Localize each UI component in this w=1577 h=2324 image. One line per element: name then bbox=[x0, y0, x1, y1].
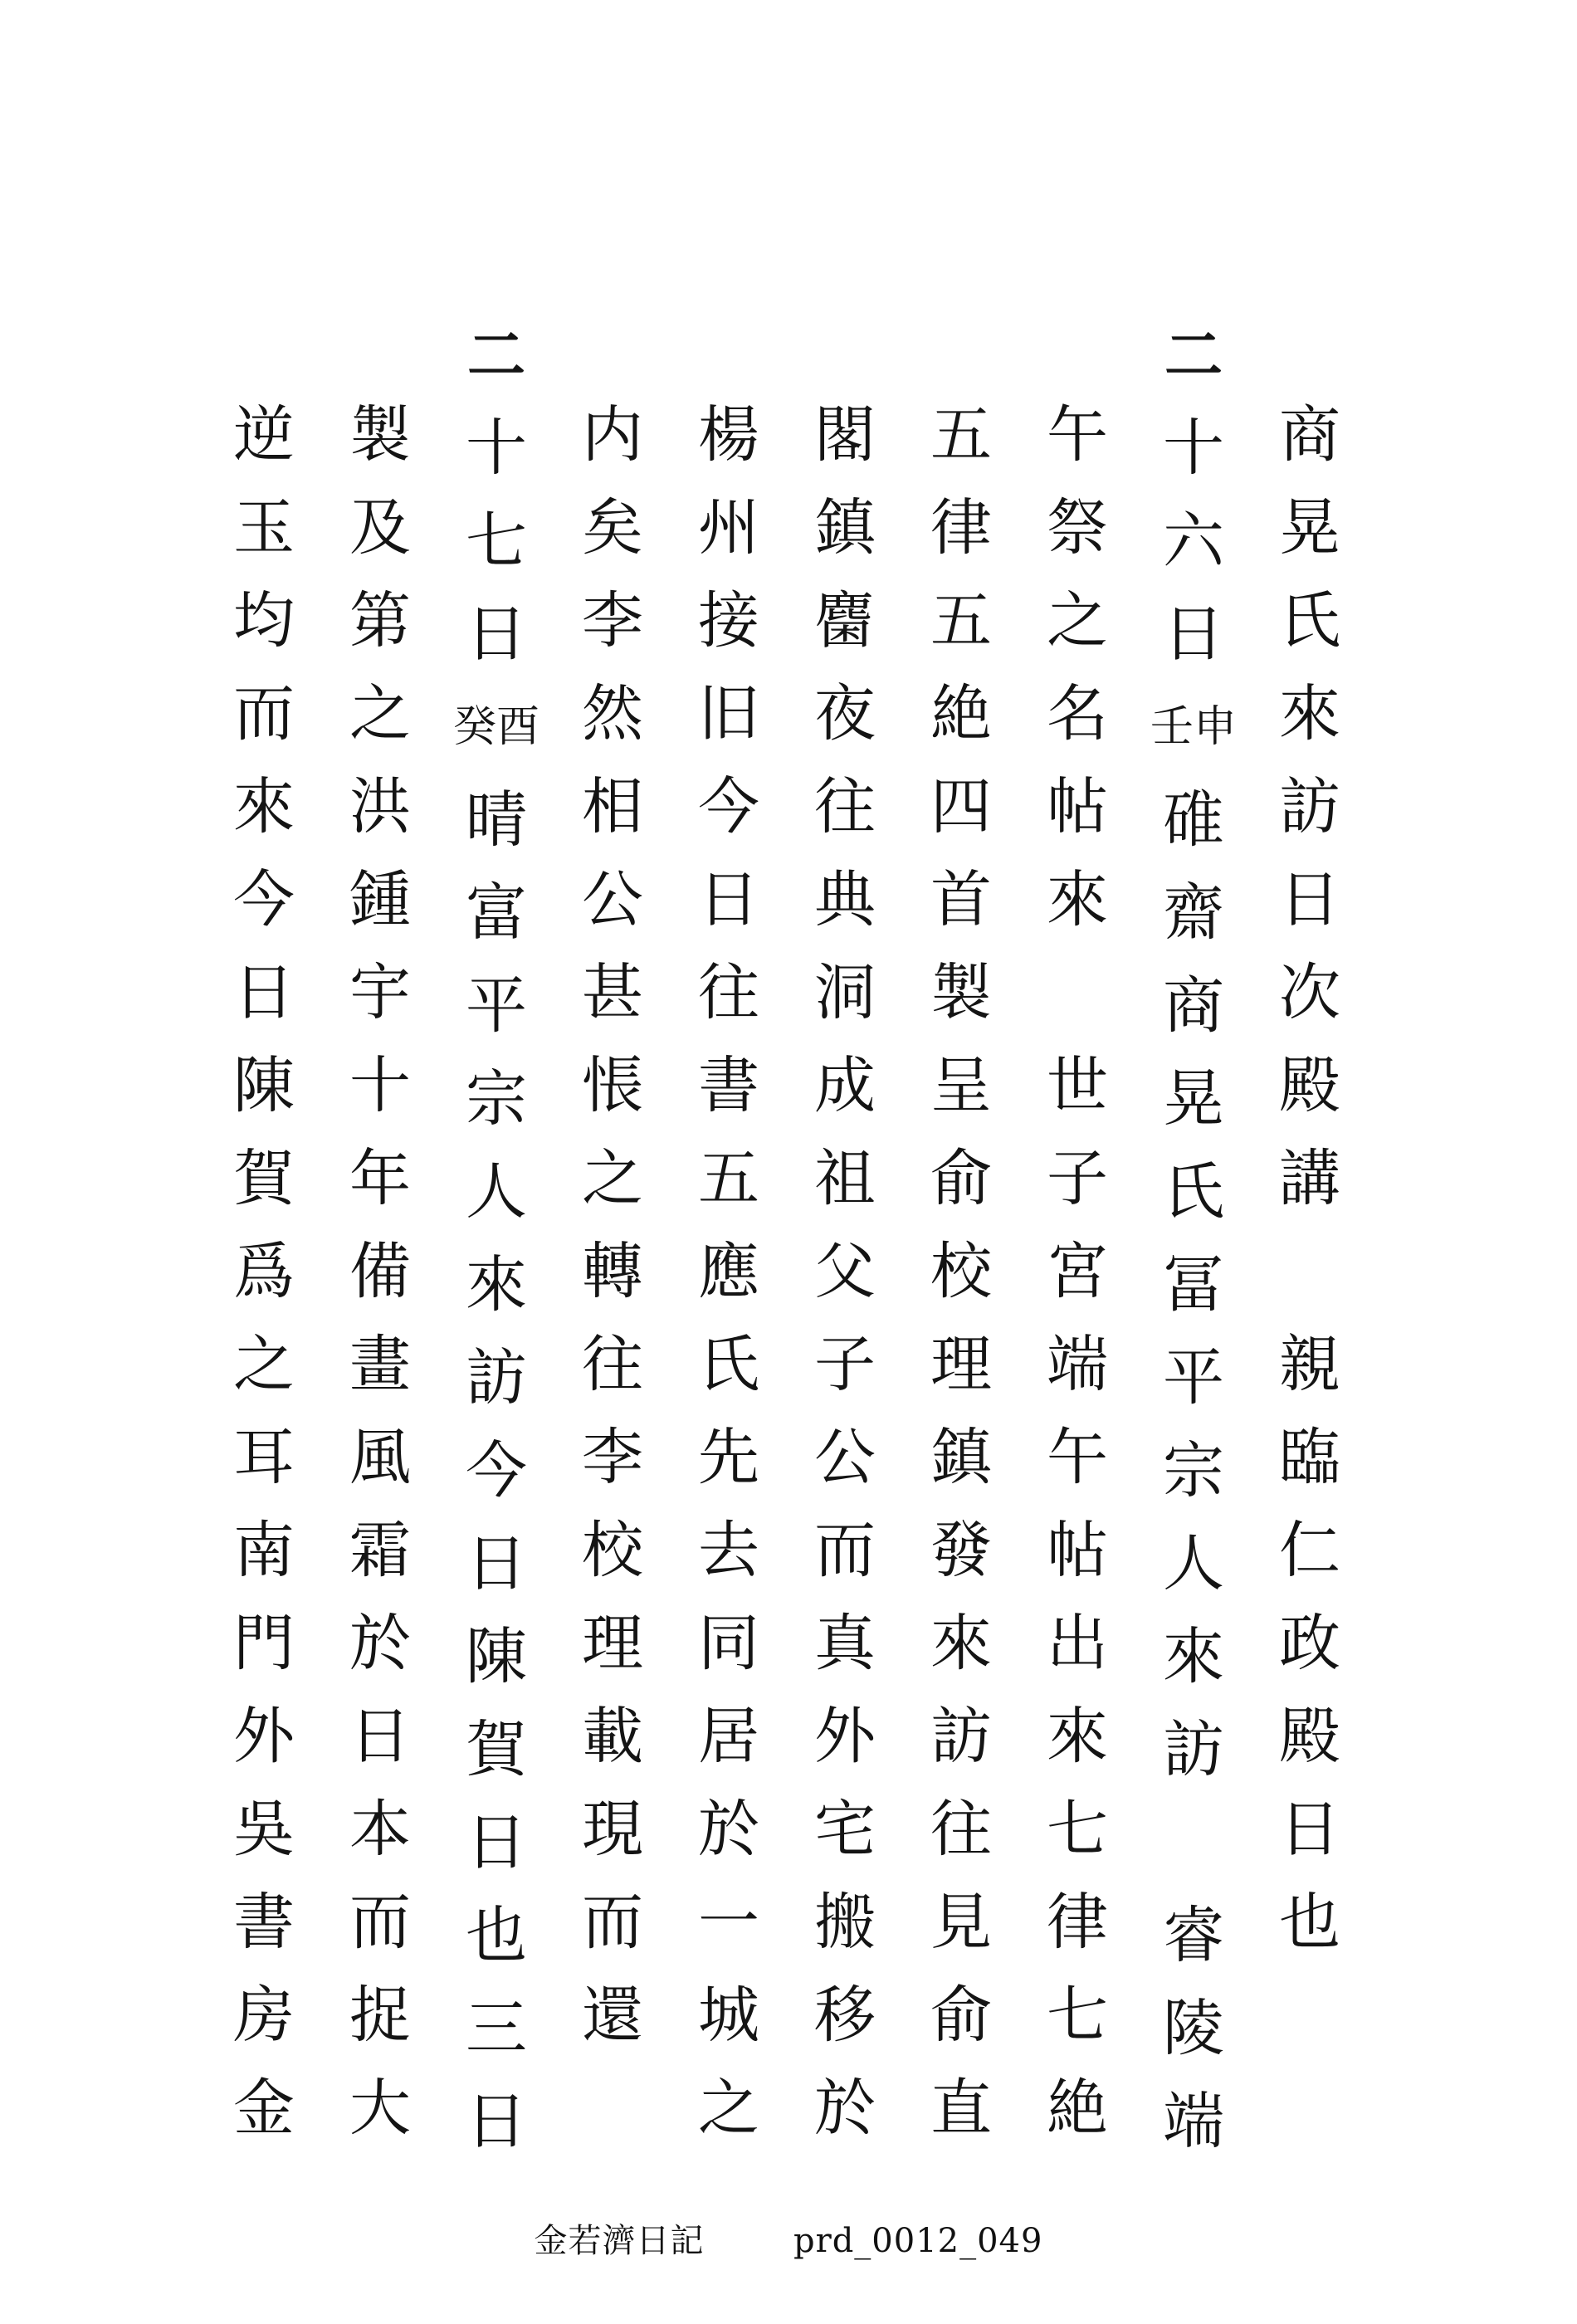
char: 備 bbox=[349, 1236, 411, 1307]
char: 日 bbox=[466, 1528, 527, 1599]
char: 公 bbox=[814, 1422, 876, 1493]
char: 陳 bbox=[233, 1050, 295, 1121]
char: 製 bbox=[930, 957, 992, 1028]
char: 之 bbox=[582, 1143, 643, 1214]
char: 往 bbox=[698, 957, 759, 1028]
char: 門 bbox=[233, 1608, 295, 1679]
char: 名 bbox=[1047, 678, 1108, 749]
char: 同 bbox=[698, 1608, 759, 1679]
char: 逆 bbox=[233, 399, 295, 471]
char: 房 bbox=[233, 1980, 295, 2051]
char: 李 bbox=[582, 585, 643, 657]
char: 矣 bbox=[582, 492, 643, 564]
char: 碓 bbox=[1163, 784, 1224, 856]
char: 均 bbox=[233, 585, 295, 657]
char: 風 bbox=[349, 1422, 411, 1493]
char: 賀 bbox=[233, 1143, 295, 1214]
char: 往 bbox=[582, 1329, 643, 1400]
char: 於 bbox=[698, 1794, 759, 1865]
char: 爲 bbox=[233, 1236, 295, 1307]
char: 富 bbox=[466, 877, 527, 949]
char: 日 bbox=[349, 1701, 411, 1772]
char: 然 bbox=[582, 678, 643, 749]
char: 年 bbox=[349, 1143, 411, 1214]
char: 出 bbox=[1047, 1608, 1108, 1679]
char: 宗 bbox=[466, 1063, 527, 1135]
char: 人 bbox=[1163, 1528, 1224, 1599]
char: 訪 bbox=[1163, 1714, 1224, 1785]
char: 十 bbox=[466, 413, 527, 484]
char: 之 bbox=[349, 678, 411, 749]
char: 臨 bbox=[1279, 1422, 1340, 1493]
char: 日 bbox=[698, 864, 759, 935]
char: 陳 bbox=[466, 1621, 527, 1692]
char: 日 bbox=[1279, 864, 1340, 935]
char: 閣 bbox=[814, 399, 876, 471]
page-code: prd_0012_049 bbox=[793, 2222, 1043, 2260]
char: 七 bbox=[1047, 1980, 1108, 2051]
char: 現 bbox=[582, 1794, 643, 1865]
char: 而 bbox=[349, 1887, 411, 1958]
char: 還 bbox=[582, 1980, 643, 2051]
char: 絶 bbox=[930, 678, 992, 749]
page-footer bbox=[0, 2214, 1577, 2262]
char: 祭 bbox=[1047, 492, 1108, 564]
text-column-2 bbox=[1144, 309, 1243, 2168]
char: 日 bbox=[466, 598, 527, 670]
char: 成 bbox=[814, 1050, 876, 1121]
text-column-3 bbox=[1028, 388, 1127, 2155]
char: 壬申 bbox=[1150, 702, 1237, 752]
text-column-4 bbox=[911, 388, 1011, 2155]
char: 霜 bbox=[349, 1515, 411, 1586]
char: 而 bbox=[814, 1515, 876, 1586]
char: 捉 bbox=[349, 1980, 411, 2051]
char: 五 bbox=[930, 585, 992, 657]
char: 父 bbox=[814, 1236, 876, 1307]
char: 氏 bbox=[1163, 1156, 1224, 1228]
char: 悵 bbox=[582, 1050, 643, 1121]
text-column-5 bbox=[795, 388, 895, 2155]
char: 宇 bbox=[349, 957, 411, 1028]
char: 三 bbox=[466, 1993, 527, 2064]
char: 於 bbox=[814, 2073, 876, 2144]
char: 祖 bbox=[814, 1143, 876, 1214]
char: 七 bbox=[1047, 1794, 1108, 1865]
char: 往 bbox=[814, 771, 876, 842]
char: 城 bbox=[698, 1980, 759, 2051]
char: 五 bbox=[698, 1143, 759, 1214]
char: 來 bbox=[1163, 1621, 1224, 1692]
char: 日 bbox=[466, 2086, 527, 2157]
char: 公 bbox=[582, 864, 643, 935]
char: 午 bbox=[1047, 399, 1108, 471]
char: 十 bbox=[1163, 413, 1224, 484]
char: 晃 bbox=[1279, 492, 1340, 564]
char: 來 bbox=[1047, 1701, 1108, 1772]
char: 書 bbox=[698, 1050, 759, 1121]
char: 也 bbox=[1279, 1887, 1340, 1958]
char: 冨 bbox=[1163, 1249, 1224, 1321]
char: 鍾 bbox=[349, 864, 411, 935]
char: 平 bbox=[1163, 1342, 1224, 1413]
char: 首 bbox=[930, 864, 992, 935]
char: 日 bbox=[1279, 1794, 1340, 1865]
char: 畫 bbox=[349, 1329, 411, 1400]
char: 楊 bbox=[698, 399, 759, 471]
char: 來 bbox=[1279, 678, 1340, 749]
char: 律 bbox=[930, 492, 992, 564]
char: 州 bbox=[698, 492, 759, 564]
char: 宅 bbox=[814, 1794, 876, 1865]
char: 講 bbox=[1279, 1143, 1340, 1214]
char: 理 bbox=[930, 1329, 992, 1400]
char: 晴 bbox=[466, 784, 527, 856]
text-column-10 bbox=[214, 388, 314, 2155]
char: 接 bbox=[698, 585, 759, 657]
char: 政 bbox=[1279, 1608, 1340, 1679]
text-column-7 bbox=[563, 388, 662, 2062]
char: 今 bbox=[466, 1435, 527, 1506]
char: 先 bbox=[698, 1422, 759, 1493]
char: 校 bbox=[582, 1515, 643, 1586]
char: 六 bbox=[1163, 505, 1224, 577]
document-title: 金若濟日記 bbox=[534, 2222, 705, 2260]
char: 五 bbox=[930, 399, 992, 471]
char: 子 bbox=[1047, 1143, 1108, 1214]
char: 直 bbox=[930, 2073, 992, 2144]
char: 吳 bbox=[233, 1794, 295, 1865]
text-column-8 bbox=[447, 309, 546, 2168]
char: 之 bbox=[698, 2073, 759, 2144]
char: 鎮 bbox=[814, 492, 876, 564]
char: 氏 bbox=[1279, 585, 1340, 657]
char: 而 bbox=[233, 678, 295, 749]
char: 及 bbox=[349, 492, 411, 564]
char: 午 bbox=[1047, 1422, 1108, 1493]
text-column-1 bbox=[1260, 388, 1360, 1969]
char: 南 bbox=[233, 1515, 295, 1586]
char: 見 bbox=[930, 1887, 992, 1958]
char: 書 bbox=[233, 1887, 295, 1958]
char: 四 bbox=[930, 771, 992, 842]
char: 真 bbox=[814, 1608, 876, 1679]
char: 十 bbox=[349, 1050, 411, 1121]
char: 應 bbox=[698, 1236, 759, 1307]
char: 訪 bbox=[1279, 771, 1340, 842]
char: 典 bbox=[814, 864, 876, 935]
char: 氏 bbox=[698, 1329, 759, 1400]
char: 俞 bbox=[930, 1143, 992, 1214]
char: 世 bbox=[1047, 1050, 1108, 1121]
char: 洪 bbox=[349, 771, 411, 842]
char: 理 bbox=[582, 1608, 643, 1679]
text-column-6 bbox=[679, 388, 779, 2155]
char: 商 bbox=[1163, 970, 1224, 1042]
char: 去 bbox=[698, 1515, 759, 1586]
char: 來 bbox=[233, 771, 295, 842]
char: 今 bbox=[233, 864, 295, 935]
char: 殿 bbox=[1279, 1701, 1340, 1772]
char: 睿 bbox=[1163, 1900, 1224, 1971]
char: 人 bbox=[466, 1156, 527, 1228]
char: 端 bbox=[1163, 2086, 1224, 2157]
char: 癸酉 bbox=[452, 702, 540, 752]
char: 帖 bbox=[1047, 1515, 1108, 1586]
char: 仁 bbox=[1279, 1515, 1340, 1586]
char: 親 bbox=[1279, 1329, 1340, 1400]
char: 日 bbox=[233, 957, 295, 1028]
char: 鎮 bbox=[930, 1422, 992, 1493]
char: 之 bbox=[233, 1329, 295, 1400]
char: 載 bbox=[582, 1701, 643, 1772]
char: 旧 bbox=[698, 678, 759, 749]
char: 校 bbox=[930, 1236, 992, 1307]
char: 外 bbox=[814, 1701, 876, 1772]
char: 日 bbox=[466, 1807, 527, 1878]
char: 端 bbox=[1047, 1329, 1108, 1400]
char: 殿 bbox=[1279, 1050, 1340, 1121]
char: 來 bbox=[1047, 864, 1108, 935]
char: 甚 bbox=[582, 957, 643, 1028]
char: 晃 bbox=[1163, 1063, 1224, 1135]
char: 外 bbox=[233, 1701, 295, 1772]
char: 一 bbox=[698, 1887, 759, 1958]
char: 訪 bbox=[930, 1701, 992, 1772]
char: 今 bbox=[698, 771, 759, 842]
char: 子 bbox=[814, 1329, 876, 1400]
char: 陵 bbox=[1163, 1993, 1224, 2064]
char: 玉 bbox=[233, 492, 295, 564]
char: 洞 bbox=[814, 957, 876, 1028]
char: 相 bbox=[582, 771, 643, 842]
text-column-9 bbox=[330, 388, 430, 2155]
char: 於 bbox=[349, 1608, 411, 1679]
char: 二 bbox=[1164, 320, 1223, 389]
char: 宮 bbox=[1047, 1236, 1108, 1307]
char: 呈 bbox=[930, 1050, 992, 1121]
char: 移 bbox=[814, 1980, 876, 2051]
char: 往 bbox=[930, 1794, 992, 1865]
char: 第 bbox=[349, 585, 411, 657]
char: 次 bbox=[1279, 957, 1340, 1028]
char: 來 bbox=[930, 1608, 992, 1679]
char: 大 bbox=[349, 2073, 411, 2144]
char: 𪊽 bbox=[814, 585, 876, 657]
char: 宗 bbox=[1163, 1435, 1224, 1506]
char: 居 bbox=[698, 1701, 759, 1772]
char: 轉 bbox=[582, 1236, 643, 1307]
char: 發 bbox=[930, 1515, 992, 1586]
char: 之 bbox=[1047, 585, 1108, 657]
char: 搬 bbox=[814, 1887, 876, 1958]
char: 而 bbox=[582, 1887, 643, 1958]
char: 平 bbox=[466, 970, 527, 1042]
char: 律 bbox=[1047, 1887, 1108, 1958]
char: 齋 bbox=[1163, 877, 1224, 949]
char: 七 bbox=[466, 505, 527, 577]
char: 本 bbox=[349, 1794, 411, 1865]
char: 也 bbox=[466, 1900, 527, 1971]
char: 訪 bbox=[466, 1342, 527, 1413]
char: 商 bbox=[1279, 399, 1340, 471]
char: 賀 bbox=[466, 1714, 527, 1785]
char: 日 bbox=[1163, 598, 1224, 670]
char: 夜 bbox=[814, 678, 876, 749]
char: 來 bbox=[466, 1249, 527, 1321]
char: 李 bbox=[582, 1422, 643, 1493]
char: 内 bbox=[582, 399, 643, 471]
char: 耳 bbox=[233, 1422, 295, 1493]
char: 帖 bbox=[1047, 771, 1108, 842]
char: 製 bbox=[349, 399, 411, 471]
char: 絶 bbox=[1047, 2073, 1108, 2144]
char: 金 bbox=[233, 2073, 295, 2144]
char: 二 bbox=[467, 320, 525, 389]
char: 俞 bbox=[930, 1980, 992, 2051]
